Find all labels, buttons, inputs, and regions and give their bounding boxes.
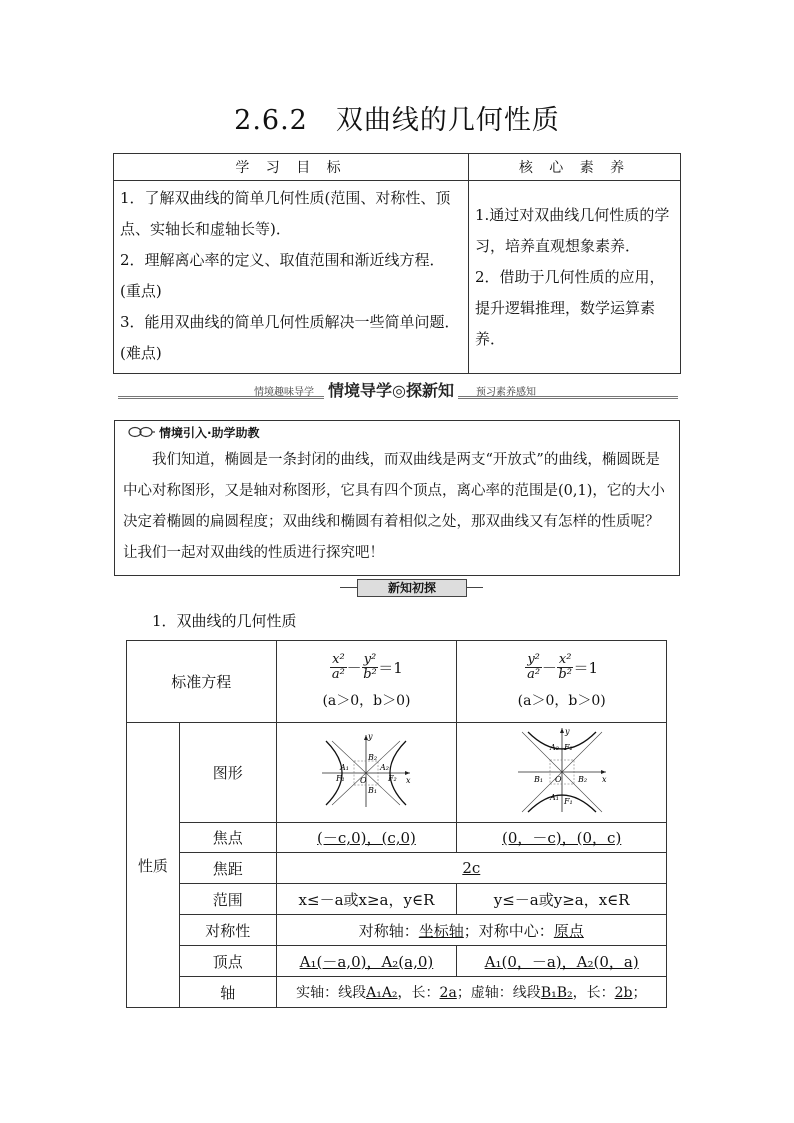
label: B₂ [368,752,378,762]
label: x [406,775,411,785]
page-title: 2.6.2 双曲线的几何性质 [234,105,560,136]
fraction: $\frac{\text{x²}}{\text{a²}}$ [331,652,345,682]
objective-item: 2．理解离心率的定义、取值范围和渐近线方程．(重点) [120,251,445,300]
section-title: 1．双曲线的几何性质 [152,612,297,630]
equation-vertical: $\frac{\text{y²}}{\text{a²}}$ － $\frac{\text{x²}}{\text{b²}}$ ＝1 (a＞0，b＞0) [457,641,667,723]
fraction: $\frac{\text{y²}}{\text{b²}}$ [363,652,377,682]
fraction: $\frac{\text{y²}}{\text{a²}}$ [527,652,541,682]
label-line-right [466,587,483,588]
literacy-item: 2．借助于几何性质的应用，提升逻辑推理，数学运算素养． [475,267,665,348]
range-vertical: y≤－a或y≥a，x∈R [457,884,667,915]
objective-item: 1．了解双曲线的简单几何性质(范围、对称性、顶点、实轴长和虚轴长等)． [120,189,451,238]
objectives-header: 学 习 目 标 [114,154,469,181]
label: y [368,731,373,741]
scenario-icon [127,426,155,438]
symmetry-value: 对称轴：坐标轴；对称中心：原点 [276,915,666,946]
label: A₂ [549,742,559,752]
intro-box [114,420,680,576]
fraction: $\frac{\text{x²}}{\text{b²}}$ [558,652,572,682]
label: A₁ [340,762,350,772]
label: O [360,775,368,785]
axis-value: 实轴：线段A₁A₂，长：2a；虚轴：线段B₁B₂，长：2b； [276,977,666,1008]
label: F₂ [563,742,573,752]
label: y [564,726,570,736]
graph-vertical [457,723,667,823]
label: F₁ [563,796,573,806]
focus-horizontal: (－c,0)，(c,0) [276,823,457,853]
label-line-left [340,587,357,588]
new-knowledge-label: 新知初探 [357,579,467,597]
banner-main-text: 情境导学◎探新知 [324,378,458,401]
focal-distance-value: 2c [276,853,666,884]
label: F₁ [336,773,346,783]
hyperbola-vertical-figure [514,726,610,816]
literacy-list [469,181,681,374]
label: B₁ [533,774,543,784]
label: A₂ [380,762,390,772]
row-label-axis: 轴 [179,977,276,1008]
focus-vertical: (0，－c)，(0，c) [457,823,667,853]
row-label-focus: 焦点 [179,823,276,853]
literacy-item: 1.通过对双曲线几何性质的学习，培养直观想象素养． [475,205,670,255]
vertex-horizontal: A₁(－a,0)，A₂(a,0) [276,946,457,977]
intro-tag: 情境引入·助学助教 [159,426,260,440]
range-horizontal: x≤－a或x≥a，y∈R [276,884,457,915]
condition: (a＞0，b＞0) [322,693,411,709]
label: B₁ [368,785,378,795]
row-label-vertex: 顶点 [179,946,276,977]
literacy-header: 核 心 素 养 [469,154,681,181]
label: O [554,774,562,784]
label: A₁ [549,792,559,802]
label: B₂ [577,774,587,784]
objectives-table [113,153,681,374]
row-label-focal-distance: 焦距 [179,853,276,884]
label: F₂ [388,773,398,783]
properties-table [126,640,667,1008]
row-label-graph: 图形 [179,723,276,823]
condition: (a＞0，b＞0) [517,693,606,709]
objectives-list [114,181,469,374]
label: x [601,774,607,784]
intro-text: 我们知道，椭圆是一条封闭的曲线，而双曲线是两支“开放式”的曲线，椭圆既是中心对称图形，又是轴对称图形，它具有四个顶点，离心率的范围是(0,1)，它的大小决定着椭圆的扁圆程度；双曲线和椭圆有着相似之处，那双曲线又有怎样的性质呢？让我们一起对双曲线的性质进行探究吧！ [123,452,665,561]
hyperbola-horizontal-figure [318,731,414,811]
std-equation-label: 标准方程 [127,641,277,723]
section-banner [118,378,678,400]
properties-group-label: 性质 [127,723,180,1008]
objective-item: 3．能用双曲线的简单几何性质解决一些简单问题．(难点) [120,313,460,362]
row-label-symmetry: 对称性 [179,915,276,946]
graph-horizontal [276,723,457,823]
vertex-vertical: A₁(0，－a)，A₂(0，a) [457,946,667,977]
banner-right-text: 预习素养感知 [476,387,536,398]
row-label-range: 范围 [179,884,276,915]
banner-left-text: 情境趣味导学 [254,387,314,398]
equation-horizontal: $\frac{\text{x²}}{\text{a²}}$ － $\frac{\text{y²}}{\text{b²}}$ ＝1 (a＞0，b＞0) [276,641,457,723]
